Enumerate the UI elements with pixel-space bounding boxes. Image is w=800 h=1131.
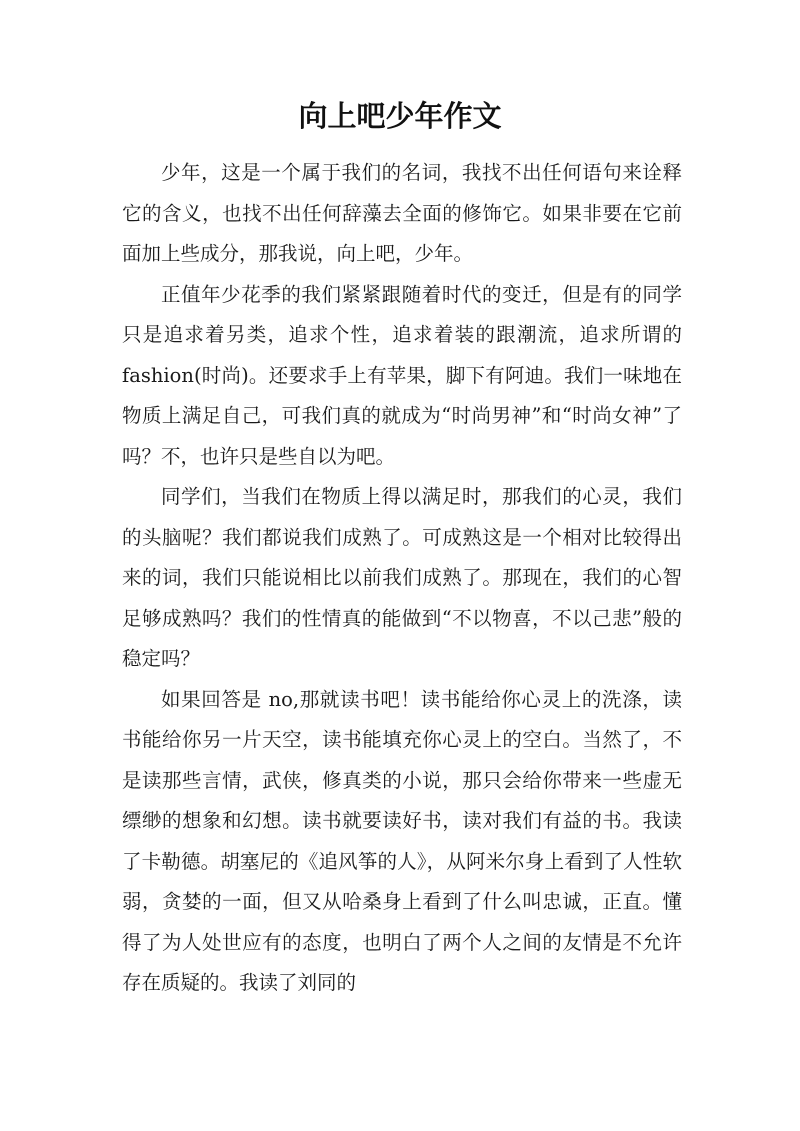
document-title: 向上吧少年作文 <box>298 99 502 133</box>
paragraph: 少年，这是一个属于我们的名词，我找不出任何语句来诠释它的含义，也找不出任何辞藻去全面的修饰它。如果非要在它前面加上些成分，那我说，向上吧，少年。 <box>122 161 682 265</box>
paragraph: 同学们，当我们在物质上得以满足时，那我们的心灵，我们的头脑呢？我们都说我们成熟了。可成熟这是一个相对比较得出来的词，我们只能说相比以前我们成熟了。那现在，我们的心智足够成熟吗？我们的性情真的能做到“不以物喜，不以己悲”般的稳定吗？ <box>122 485 682 670</box>
paragraph: 如果回答是 no,那就读书吧！读书能给你心灵上的洗涤，读书能给你另一片天空，读书能填充你心灵上的空白。当然了，不是读那些言情，武侠，修真类的小说，那只会给你带来一些虚无缥缈的想象和幻想。读书就要读好书，读对我们有益的书。我读了卡勒德。胡塞尼的《追风筝的人》，从阿米尔身上看到了人性软弱，贪婪的一面，但又从哈桑身上看到了什么叫忠诚，正直。懂得了为人处世应有的态度，也明白了两个人之间的友情是不允许存在质疑的。我读了刘同的 <box>122 687 682 994</box>
paragraph: 正值年少花季的我们紧紧跟随着时代的变迁，但是有的同学只是追求着另类，追求个性，追求着装的跟潮流，追求所谓的 fashion(时尚)。还要求手上有苹果，脚下有阿迪。我们一味地在物质上满足自己，可我们真的就成为“时尚男神”和“时尚女神”了吗？不，也许只是些自以为吧。 <box>122 282 682 468</box>
document-body <box>122 153 682 1004</box>
